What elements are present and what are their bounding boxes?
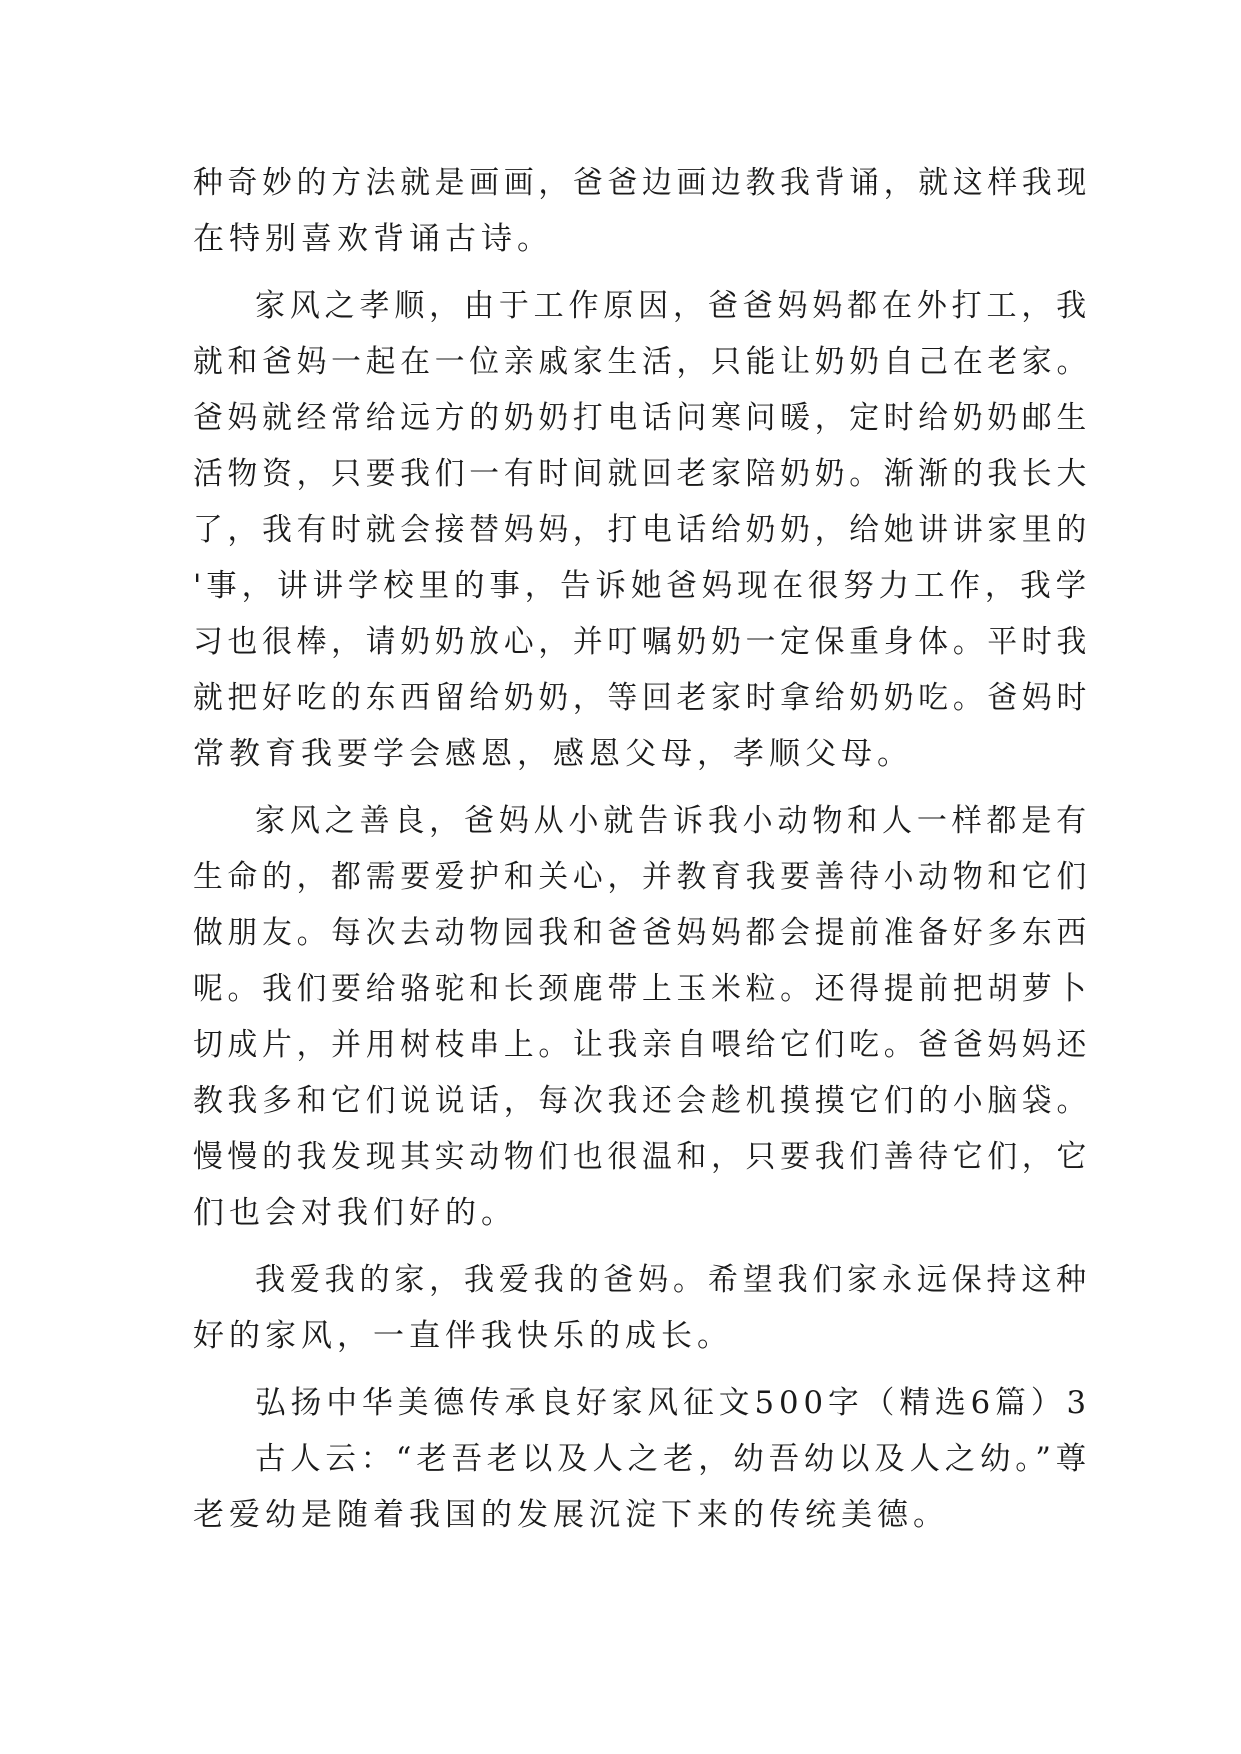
text-line: 在特别喜欢背诵古诗。 bbox=[193, 221, 553, 257]
text-line: 生命的，都需要爱护和关心，并教育我要善待小动物和它们 bbox=[193, 859, 1091, 895]
text-line: 常教育我要学会感恩，感恩父母，孝顺父母。 bbox=[193, 736, 913, 772]
paragraph-first-line: 我爱我的家，我爱我的爸妈。希望我们家永远保持这种 bbox=[255, 1262, 1092, 1298]
text-line: 了，我有时就会接替妈妈，打电话给奶奶，给她讲讲家里的 bbox=[193, 512, 1091, 548]
paragraph-first-line: 家风之善良，爸妈从小就告诉我小动物和人一样都是有 bbox=[255, 803, 1092, 839]
paragraph-first-line: 古人云：“老吾老以及人之老，幼吾幼以及人之幼。”尊 bbox=[255, 1441, 1092, 1477]
text-line: 就和爸妈一起在一位亲戚家生活，只能让奶奶自己在老家。 bbox=[193, 344, 1091, 380]
text-line: 教我多和它们说说话，每次我还会趁机摸摸它们的小脑袋。 bbox=[193, 1083, 1091, 1119]
text-line: 好的家风，一直伴我快乐的成长。 bbox=[193, 1318, 733, 1354]
text-line: 们也会对我们好的。 bbox=[193, 1195, 517, 1231]
text-line: 切成片，并用树枝串上。让我亲自喂给它们吃。爸爸妈妈还 bbox=[193, 1027, 1091, 1063]
text-line: 就把好吃的东西留给奶奶，等回老家时拿给奶奶吃。爸妈时 bbox=[193, 680, 1091, 716]
text-line: '事，讲讲学校里的事，告诉她爸妈现在很努力工作，我学 bbox=[193, 568, 1092, 604]
text-line: 习也很棒，请奶奶放心，并叮嘱奶奶一定保重身体。平时我 bbox=[193, 624, 1091, 660]
text-line: 呢。我们要给骆驼和长颈鹿带上玉米粒。还得提前把胡萝卜 bbox=[193, 971, 1091, 1007]
text-line: 慢慢的我发现其实动物们也很温和，只要我们善待它们，它 bbox=[193, 1139, 1091, 1175]
text-line: 老爱幼是随着我国的发展沉淀下来的传统美德。 bbox=[193, 1497, 949, 1533]
section-heading: 弘扬中华美德传承良好家风征文500字（精选6篇）3 bbox=[255, 1385, 1092, 1421]
paragraph-first-line: 家风之孝顺，由于工作原因，爸爸妈妈都在外打工，我 bbox=[255, 288, 1092, 324]
text-line: 做朋友。每次去动物园我和爸爸妈妈都会提前准备好多东西 bbox=[193, 915, 1091, 951]
text-line: 活物资，只要我们一有时间就回老家陪奶奶。渐渐的我长大 bbox=[193, 456, 1091, 492]
text-line: 爸妈就经常给远方的奶奶打电话问寒问暖，定时给奶奶邮生 bbox=[193, 400, 1091, 436]
text-line: 种奇妙的方法就是画画，爸爸边画边教我背诵，就这样我现 bbox=[193, 165, 1091, 201]
